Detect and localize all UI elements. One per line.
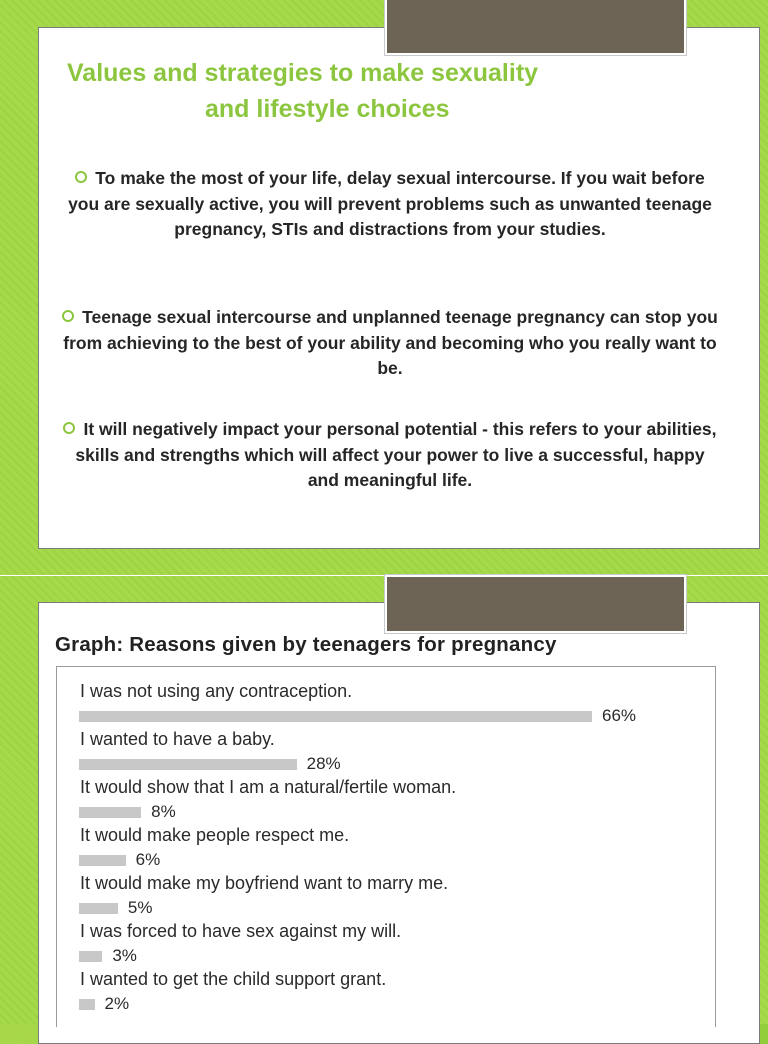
bullet-ring-icon bbox=[63, 422, 75, 434]
reason-label: It would make my boyfriend want to marry me. bbox=[80, 873, 449, 893]
reason-label: I wanted to get the child support grant. bbox=[80, 969, 387, 989]
slide-2-header-tab bbox=[385, 575, 686, 633]
bullet-ring-icon bbox=[62, 310, 74, 322]
percentage-label: 8% bbox=[151, 802, 176, 821]
slide-1-title bbox=[40, 55, 680, 127]
percentage-label: 6% bbox=[135, 850, 161, 869]
reason-label: I wanted to have a baby. bbox=[80, 729, 275, 749]
reason-label: It would show that I am a natural/fertile woman. bbox=[80, 777, 457, 797]
bullet-text: Teenage sexual intercourse and unplanned teenage pregnancy can stop you from achieving to the best of your ability and becoming who you really want to be. bbox=[63, 307, 718, 378]
percentage-label: 5% bbox=[127, 898, 153, 917]
reason-bar bbox=[79, 999, 95, 1010]
bullet-ring-icon bbox=[75, 171, 87, 183]
percentage-label: 2% bbox=[104, 994, 130, 1013]
percentage-label: 3% bbox=[112, 946, 137, 965]
bullet-text: To make the most of your life, delay sexual intercourse. If you wait before you are sexually active, you will prevent problems such as unwanted teenage pregnancy, STIs and distractions from your studies. bbox=[68, 168, 712, 239]
graph-title: Graph: Reasons given by teenagers for pregnancy bbox=[55, 633, 557, 656]
title-line-1: Values and strategies to make sexuality bbox=[67, 59, 539, 87]
bullet-item bbox=[60, 305, 720, 382]
reason-bar bbox=[79, 855, 126, 866]
bullet-item bbox=[60, 166, 720, 243]
slide-1-header-tab bbox=[385, 0, 686, 55]
title-line-2: and lifestyle choices bbox=[205, 95, 450, 123]
reason-bar bbox=[79, 711, 592, 722]
reason-bar bbox=[79, 759, 297, 770]
reason-label: I was not using any contraception. bbox=[80, 681, 353, 701]
reason-bar bbox=[79, 903, 118, 914]
bullet-item bbox=[60, 417, 720, 494]
percentage-label: 66% bbox=[602, 706, 637, 725]
reason-bar bbox=[79, 951, 102, 962]
reason-bar bbox=[79, 807, 141, 818]
reason-label: I was forced to have sex against my will. bbox=[80, 921, 402, 941]
bullet-text: It will negatively impact your personal potential - this refers to your abilities, skills and strengths which will affect your power to live a successful, happy and meaningful life. bbox=[75, 419, 717, 490]
reason-label: It would make people respect me. bbox=[80, 825, 350, 845]
percentage-label: 28% bbox=[306, 754, 341, 773]
